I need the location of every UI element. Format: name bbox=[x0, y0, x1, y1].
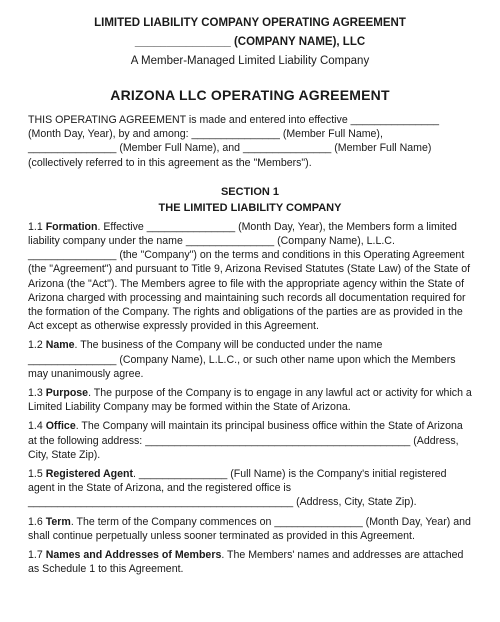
section-number: SECTION 1 bbox=[220, 185, 280, 198]
clause-heading: Office bbox=[45, 420, 76, 433]
clause-number: 1.6 bbox=[28, 515, 43, 528]
clause-1-2 bbox=[28, 338, 472, 381]
clause-heading: Registered Agent bbox=[45, 468, 134, 481]
clause-number: 1.1 bbox=[28, 220, 43, 233]
clause-1-3 bbox=[28, 386, 472, 414]
intro-paragraph: THIS OPERATING AGREEMENT is made and entered into effective _______________ (Month Day, Year), by and among: _______________ (Member Full Name), _______________ (Member Full Name), and _______________ (Member Full Name) (collectively referred to in this agreement as the "Members"). bbox=[28, 114, 440, 169]
clause-text: . The Company will maintain its principal business office within the State of Arizona at the following address: _____________________________________________ (Address, City, State Zip). bbox=[28, 420, 463, 461]
clause-heading: Name bbox=[45, 339, 75, 352]
clause-number: 1.7 bbox=[28, 549, 43, 562]
clause-1-5 bbox=[28, 467, 472, 510]
clause-number: 1.3 bbox=[28, 387, 43, 400]
clause-heading: Purpose bbox=[45, 387, 89, 400]
clause-number: 1.2 bbox=[28, 339, 43, 352]
clause-heading: Formation bbox=[45, 220, 98, 233]
clause-1-7 bbox=[28, 548, 472, 576]
clause-1-1 bbox=[28, 220, 472, 334]
clause-1-4 bbox=[28, 419, 472, 462]
header-line-3: A Member-Managed Limited Liability Company bbox=[130, 55, 370, 67]
document-title: ARIZONA LLC OPERATING AGREEMENT bbox=[110, 87, 390, 103]
clause-heading: Names and Addresses of Members bbox=[45, 549, 222, 562]
clause-text: . _______________ (Full Name) is the Company's initial registered agent in the State of Arizona, and the registered office is _____________________________________________ (Address, City, State Zip). bbox=[28, 468, 447, 509]
clause-1-6 bbox=[28, 515, 472, 543]
clause-text: . The purpose of the Company is to engage in any lawful act or activity for which a Limited Liability Company may be formed within the State of Arizona. bbox=[28, 387, 472, 414]
header-line-2: _______________ (COMPANY NAME), LLC bbox=[134, 36, 366, 48]
header-line-1: LIMITED LIABILITY COMPANY OPERATING AGREEMENT bbox=[94, 17, 406, 29]
clause-number: 1.4 bbox=[28, 420, 43, 433]
clause-number: 1.5 bbox=[28, 468, 43, 481]
clause-text: . The Members' names and addresses are attached as Schedule 1 to this Agreement. bbox=[28, 549, 464, 576]
clause-text: . The business of the Company will be conducted under the name _______________ (Company Name), L.L.C., or such other name upon which the Members may unanimously agree. bbox=[28, 339, 456, 380]
clause-text: . The term of the Company commences on _______________ (Month Day, Year) and shall continue perpetually unless sooner terminated as provided in this Agreement. bbox=[28, 515, 471, 542]
clause-heading: Term bbox=[45, 515, 71, 528]
clause-text: . Effective _______________ (Month Day, Year), the Members form a limited liability company under the name _______________ (Company Name), L.L.C. _______________ (the "Company") on the terms and conditions in this Operating Agreement (the "Agreement") and pursuant to Title 9, Arizona Revised Statutes (State Law) of the State of Arizona (the "Act"). The Members agree to file with the appropriate agency within the State of Arizona charged with processing and maintaining such records all documentation required for the formation of the Company. The rights and obligations of the parties are as provided in the Act except as otherwise expressly provided in this Agreement. bbox=[28, 220, 471, 333]
section-name: THE LIMITED LIABILITY COMPANY bbox=[158, 201, 342, 214]
